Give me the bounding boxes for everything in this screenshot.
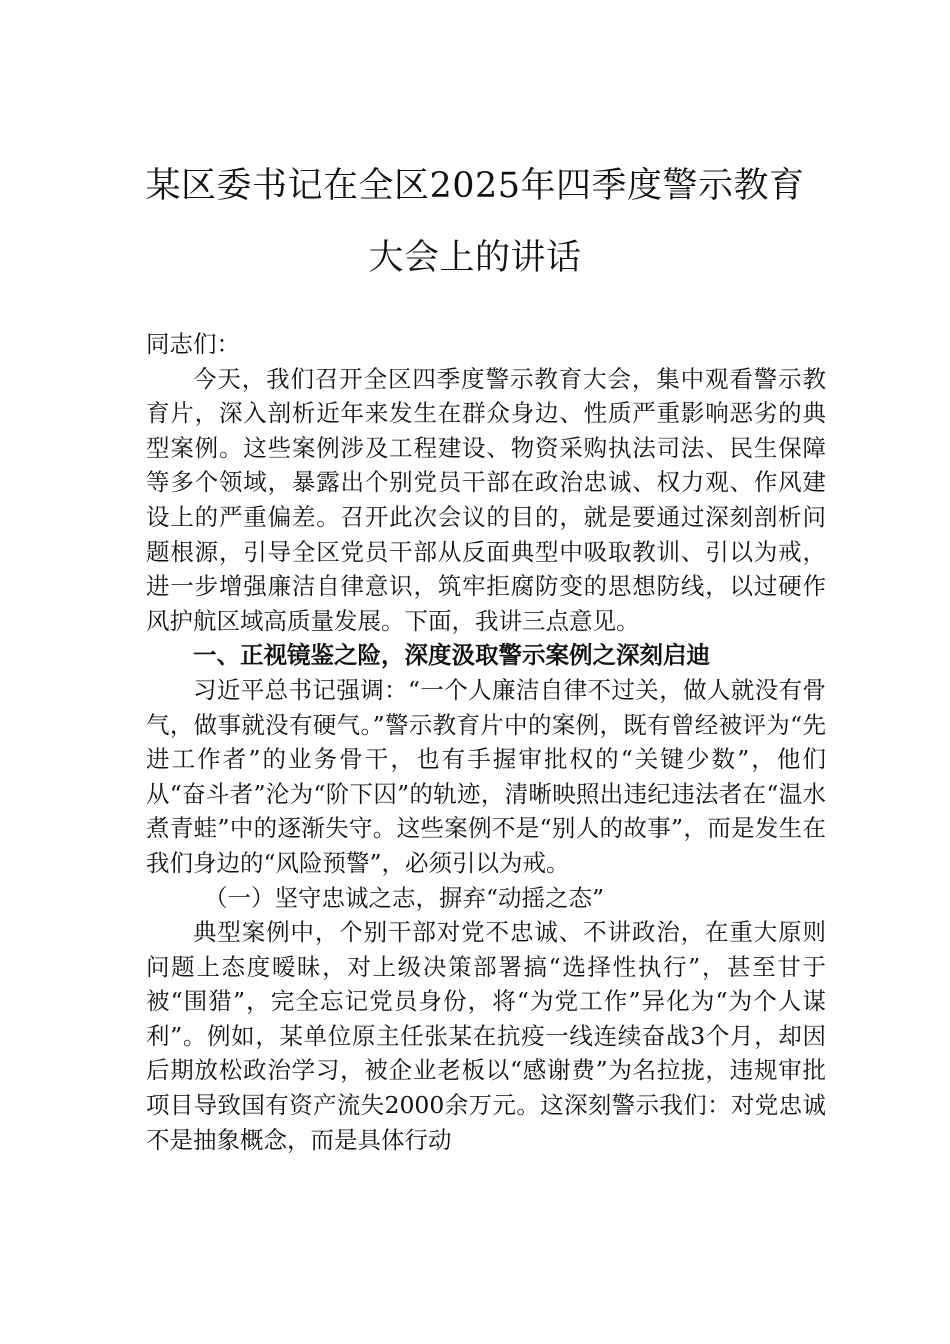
paragraph-2: 习近平总书记强调：“一个人廉洁自律不过关，做人就没有骨气，做事就没有硬气。”警示教育片中的案例，既有曾经被评为“先进工作者”的业务骨干，也有手握审批权的“关键少数”，他们从“奋斗者”沦为“阶下囚”的轨迹，清晰映照出违纪违法者在“温水煮青蛙”中的逐渐失守。这些案例不是“别人的故事”，而是发生在我们身边的“风险预警”，必须引以为戒。 (146, 675, 826, 877)
section-heading-1: 一、正视镜鉴之险，深度汲取警示案例之深刻启迪 (193, 641, 710, 670)
subsection-heading-1: （一）坚守忠诚之志，摒弃“动摇之态” (204, 883, 605, 912)
paragraph-3: 典型案例中，个别干部对党不忠诚、不讲政治，在重大原则问题上态度暧昧，对上级决策部署搞“选择性执行”，甚至甘于被“围猎”，完全忘记党员身份，将“为党工作”异化为“为个人谋利”。例如，某单位原主任张某在抗疫一线连续奋战3个月，却因后期放松政治学习，被企业老板以“感谢费”为名拉拢，违规审批项目导致国有资产流失2000余万元。这深刻警示我们：对党忠诚不是抽象概念，而是具体行动 (146, 918, 826, 1154)
document-body (146, 327, 826, 1157)
document-title-line-2: 大会上的讲话 (368, 238, 582, 278)
paragraph-intro: 今天，我们召开全区四季度警示教育大会，集中观看警示教育片，深入剖析近年来发生在群众身边、性质严重影响恶劣的典型案例。这些案例涉及工程建设、物资采购执法司法、民生保障等多个领域，暴露出个别党员干部在政治忠诚、权力观、作风建设上的严重偏差。召开此次会议的目的，就是要通过深刻剖析问题根源，引导全区党员干部从反面典型中吸取教训、引以为戒，进一步增强廉洁自律意识，筑牢拒腐防变的思想防线，以过硬作风护航区域高质量发展。下面，我讲三点意见。 (146, 364, 826, 635)
document-title-line-1: 某区委书记在全区2025年四季度警示教育 (145, 166, 805, 206)
salutation: 同志们： (146, 330, 240, 358)
